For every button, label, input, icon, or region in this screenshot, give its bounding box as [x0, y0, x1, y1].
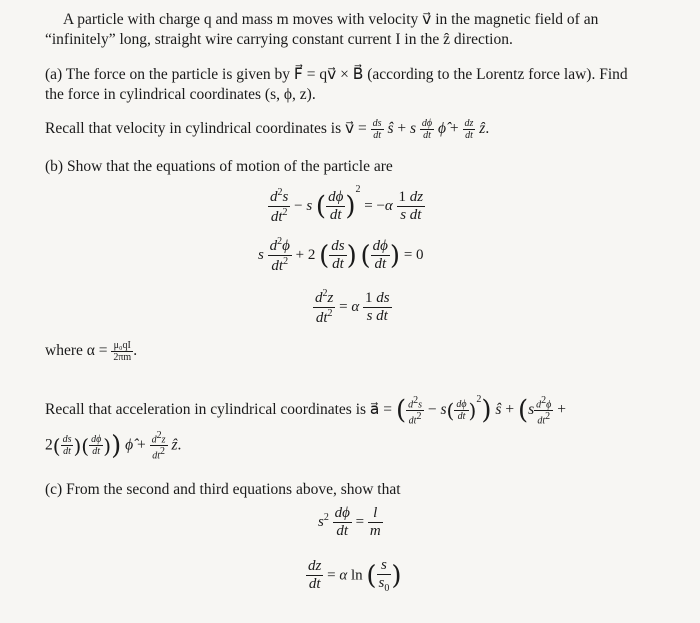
intro-line-2: “infinitely” long, straight wire carrying constant current I in the ẑ direction. — [45, 31, 513, 48]
part-a-line-1: (a) The force on the particle is given by F⃗ = qv⃗ × B⃗ (according to the Lorentz force law). Find — [45, 66, 628, 83]
recall-velocity-prefix: Recall that velocity in cylindrical coordinates is v⃗ = — [45, 120, 367, 138]
recall-acceleration-continued: 2( $\frac{ds}{dt}$ )( $\frac{d\phi}{dt}$ )) ϕ̂ + $\frac{d^2z}{dt^2}$ ẑ. — [45, 430, 182, 462]
equation-angular-momentum: $s^2$ $\frac{d\phi}{dt}$ = $\frac{l}{m}$ — [318, 505, 381, 540]
alpha-denominator: 2πm — [113, 352, 132, 363]
recall-velocity: Recall that velocity in cylindrical coordinates is v⃗ = $\frac{ds}{dt}$ ŝ + s $\frac{d\phi}{dt}$ ϕ̂ + $\frac{dz}{dt}$ ẑ. — [45, 118, 490, 141]
alpha-numerator: μ₀qI — [111, 340, 133, 352]
equation-of-motion-s: $\frac{d^2s}{dt^2}$ − s ( $\frac{d\phi}{dt}$ )$^2$ = −α $\frac{1 dz}{\text{s dt}}$ — [270, 184, 424, 226]
equation-dz-dt: $\frac{dz}{dt}$ = α ln ( $\frac{s}{s_0}$ ) — [308, 557, 402, 595]
intro-paragraph — [45, 10, 665, 50]
intro-line-1: A particle with charge q and mass m moves with velocity v⃗ in the magnetic field of an — [63, 11, 599, 28]
part-c-text: (c) From the second and third equations above, show that — [45, 481, 401, 498]
equation-of-motion-phi: s $\frac{d^2\phi}{dt^2}$ + 2 ( $\frac{ds}{dt}$ ) ( $\frac{d\phi}{dt}$ ) = 0 — [258, 236, 424, 275]
recall-acceleration: Recall that acceleration in cylindrical coordinates is a⃗ = ( $\frac{d^2s}{dt^2}$ − s( $\frac{d\phi}{dt}$ )$^2$) ŝ + (s $\frac{d^2\phi}{dt^2}$ + — [45, 394, 566, 427]
equation-of-motion-z: $\frac{d^2z}{dt^2}$ = α $\frac{1 ds}{\text{s dt}}$ — [315, 288, 390, 327]
alpha-definition: where α = $\frac{\text{μ₀qI}}{2\pi m}$ . — [45, 340, 138, 363]
alpha-prefix: where α = — [45, 342, 108, 360]
part-a-paragraph — [45, 65, 665, 105]
part-a-line-2: the force in cylindrical coordinates (s, ϕ, z). — [45, 86, 316, 103]
part-b-text: (b) Show that the equations of motion of the particle are — [45, 158, 393, 175]
recall-accel-prefix: Recall that acceleration in cylindrical coordinates is a⃗ = — [45, 401, 393, 418]
